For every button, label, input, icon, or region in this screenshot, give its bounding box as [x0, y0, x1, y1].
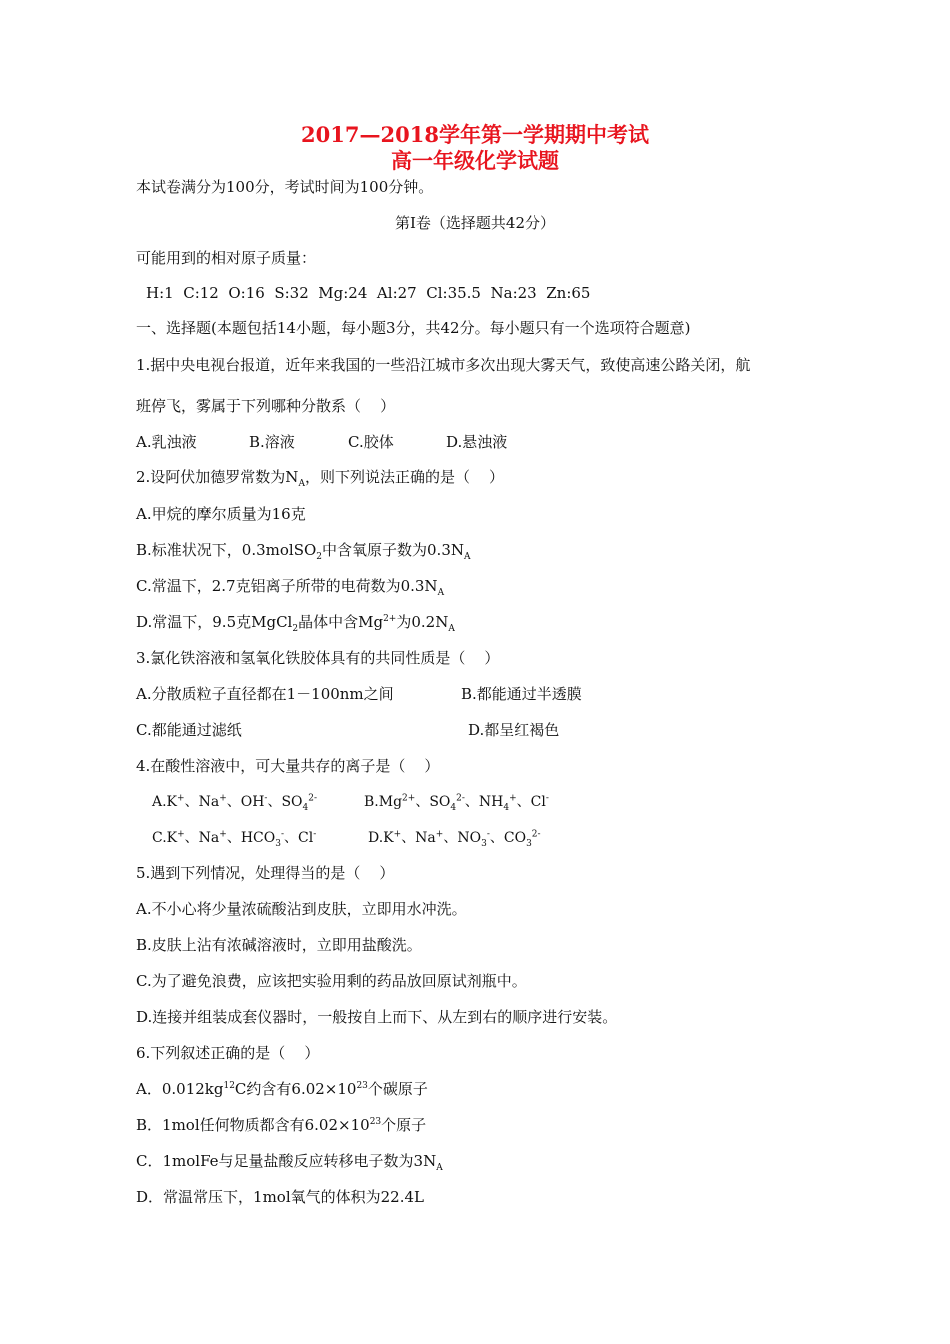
question-1-option-a: A.乳浊液 — [136, 433, 197, 451]
question-3-option-d: D.都呈红褐色 — [468, 721, 560, 739]
question-1-option-d: D.悬浊液 — [446, 433, 508, 451]
question-2-option-d: D.常温下，9.5克MgCl$_2$晶体中含$Mg^{2+}$为$0.2N_A$ — [136, 613, 455, 634]
question-4-stem: 4.在酸性溶液中，可大量共存的离子是（ ） — [136, 757, 440, 775]
question-4-option-b: $B.Mg^{2+}$、$SO_4^{2-}$、$NH_4^+$、Cl- — [364, 793, 549, 813]
question-6-option-c: C．1molFe与足量盐酸反应转移电子数为$3N_A$ — [136, 1152, 443, 1173]
question-6-stem: 6.下列叙述正确的是（ ） — [136, 1044, 320, 1062]
question-6-option-a: A．$0.012kg^{12}C$约含有$6.02\times 10^{23}$个碳原子 — [136, 1080, 428, 1098]
question-3-option-b: B.都能通过半透膜 — [461, 685, 582, 703]
atomic-mass-list: H:1 C:12 O:16 S:32 Mg:24 Al:27 Cl:35.5 Na:23 Zn:65 — [146, 284, 591, 302]
question-3-option-a: A.分散质粒子直径都在1－100nm之间 — [136, 685, 394, 703]
question-2-option-a: A.甲烷的摩尔质量为16克 — [136, 505, 306, 523]
question-6-option-b: B．1mol任何物质都含有$6.02\times 10^{23}$个原子 — [136, 1116, 427, 1134]
question-6-option-d: D．常温常压下，1mol氧气的体积为22.4L — [136, 1188, 424, 1206]
question-4-option-a: A.K+、Na+、OH-、$SO_4^{2-}$ — [152, 793, 318, 813]
question-5-option-b: B.皮肤上沾有浓碱溶液时，立即用盐酸洗。 — [136, 936, 422, 954]
exam-title: 2017—2018学年第一学期期中考试 — [301, 122, 649, 147]
question-5-option-a: A.不小心将少量浓硫酸沾到皮肤，立即用水冲洗。 — [136, 900, 467, 918]
part-one-heading: 一、选择题(本题包括14小题，每小题3分，共42分。每小题只有一个选项符合题意) — [136, 319, 691, 337]
question-2-stem: 2.设阿伏加德罗常数为$N_A$，则下列说法正确的是（ ） — [136, 468, 505, 489]
question-5-option-c: C.为了避免浪费，应该把实验用剩的药品放回原试剂瓶中。 — [136, 972, 527, 990]
question-1-stem-cont: 班停飞，雾属于下列哪种分散系（ ） — [136, 397, 396, 415]
question-2-option-c: C.常温下，2.7克铝离子所带的电荷数为$0.3N_A$ — [136, 577, 445, 598]
question-1-stem: 1.据中央电视台报道，近年来我国的一些沿江城市多次出现大雾天气，致使高速公路关闭，航 — [136, 356, 751, 374]
question-3-stem: 3.氯化铁溶液和氢氧化铁胶体具有的共同性质是（ ） — [136, 649, 500, 667]
question-1-option-b: B.溶液 — [249, 433, 295, 451]
question-1-option-c: C.胶体 — [348, 433, 394, 451]
question-5-stem: 5.遇到下列情况，处理得当的是（ ） — [136, 864, 395, 882]
exam-subtitle: 高一年级化学试题 — [391, 148, 559, 173]
question-5-option-d: D.连接并组装成套仪器时，一般按自上而下、从左到右的顺序进行安装。 — [136, 1008, 618, 1026]
question-3-option-c: C.都能通过滤纸 — [136, 721, 242, 739]
question-4-option-c: C.K+、Na+、$HCO_3^-$、Cl- — [152, 829, 317, 849]
atomic-mass-label: 可能用到的相对原子质量： — [136, 249, 317, 267]
question-4-option-d: D.K+、Na+、$NO_3^-$、$CO_3^{2-}$ — [368, 829, 541, 849]
exam-intro: 本试卷满分为100分，考试时间为100分钟。 — [136, 178, 434, 196]
question-2-option-b: B.标准状况下，0.3molSO$_2$中含氧原子数为$0.3N_A$ — [136, 541, 471, 562]
section-title: 第Ⅰ卷（选择题共42分） — [394, 214, 555, 232]
